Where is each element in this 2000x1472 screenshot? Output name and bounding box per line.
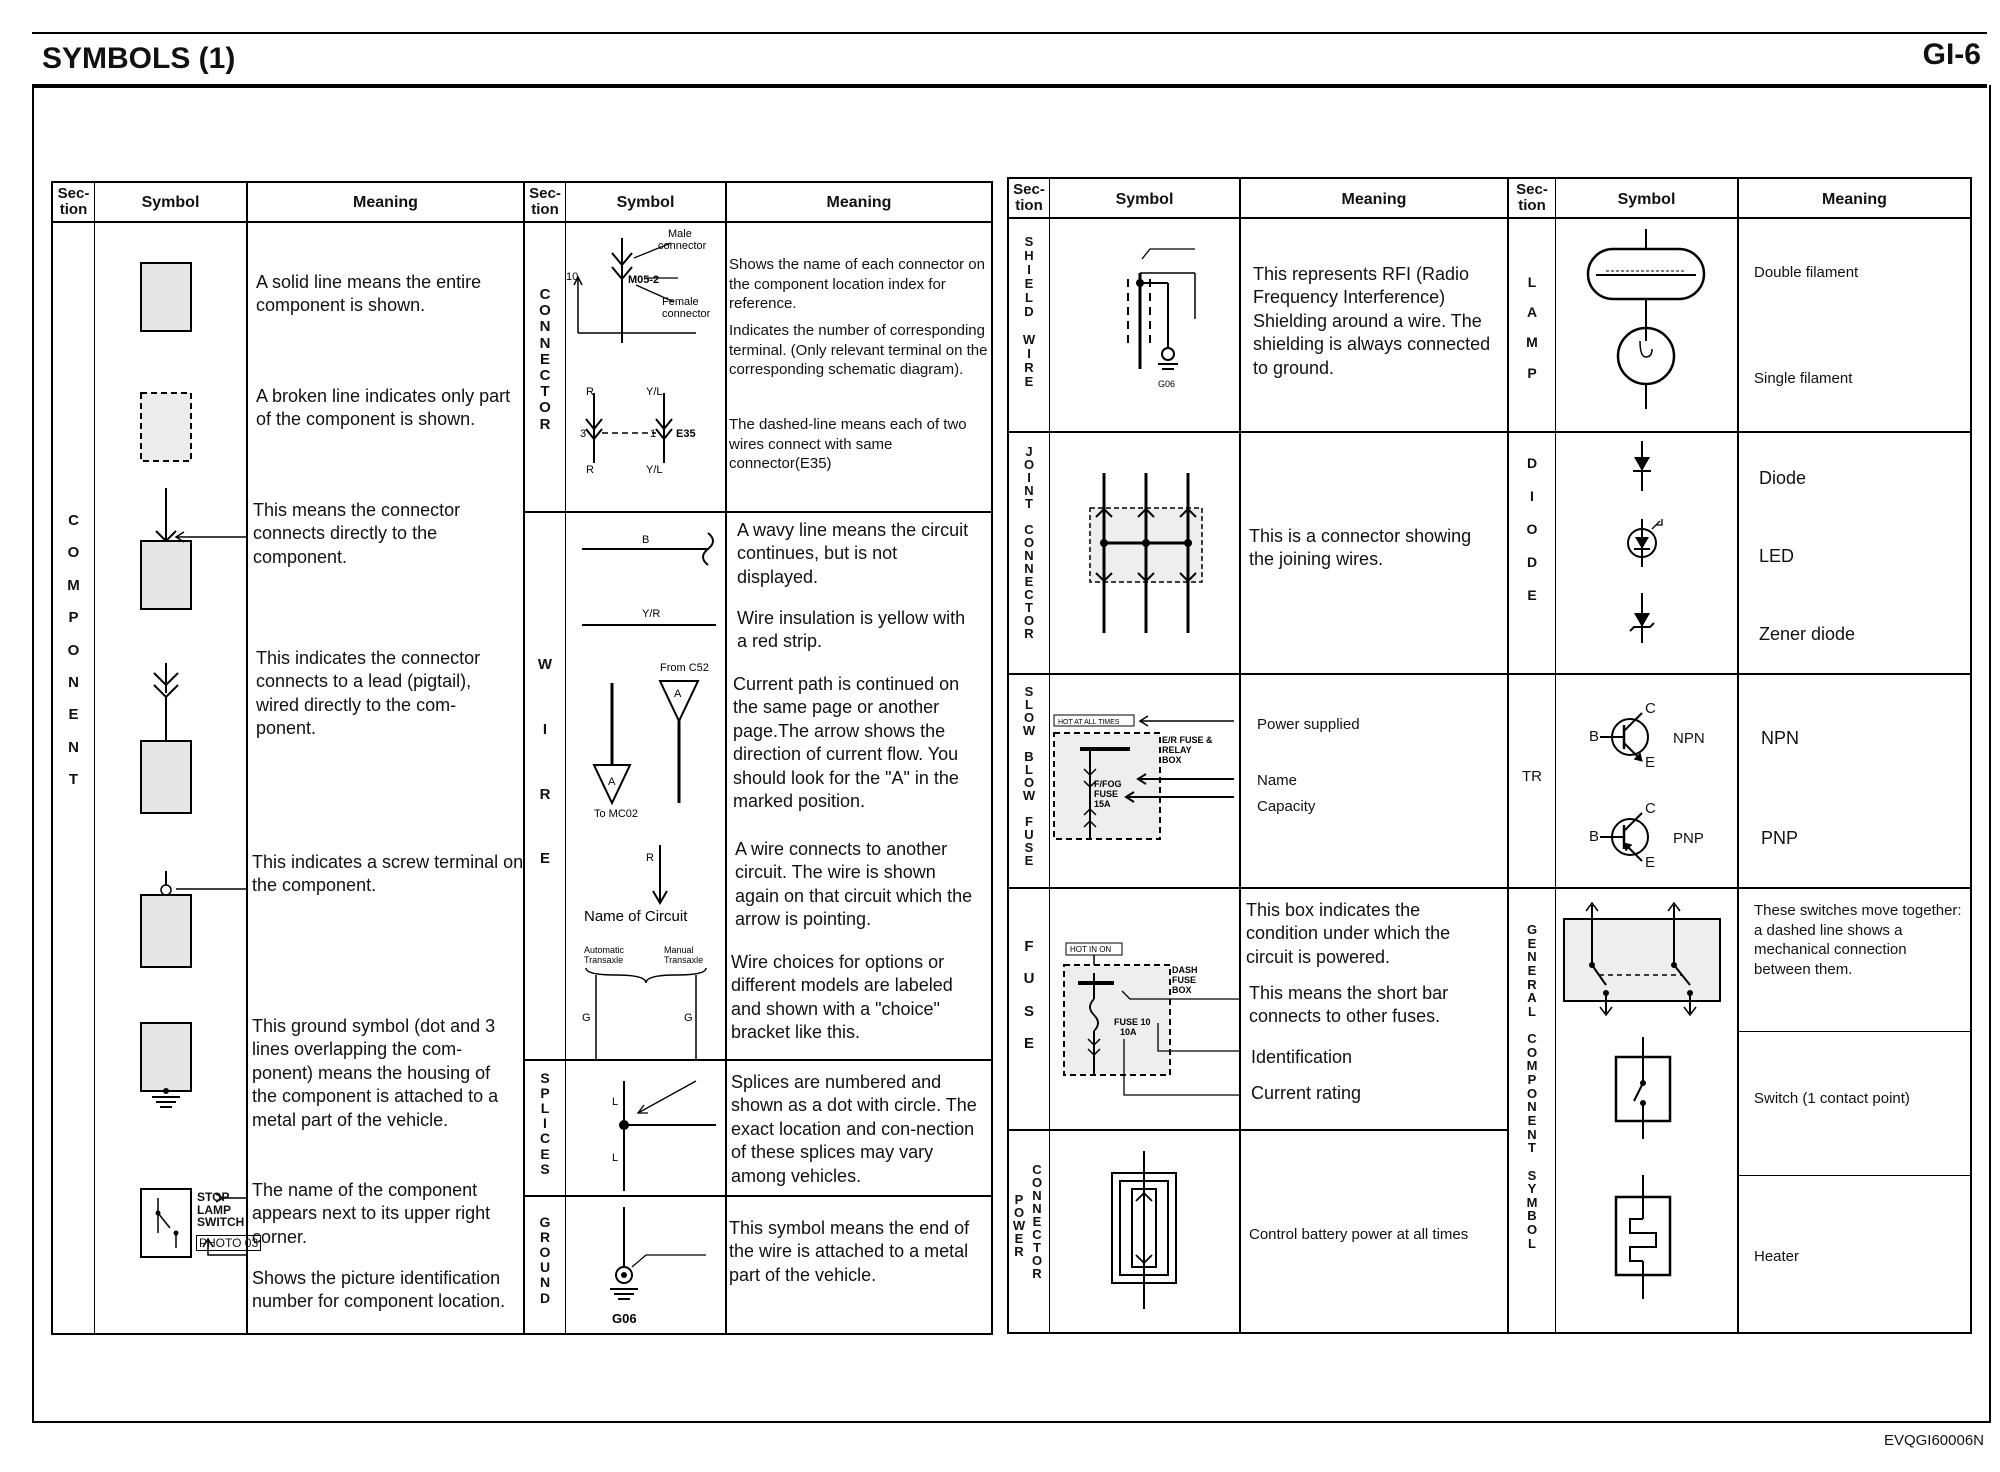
section-ground: G R O U N D xyxy=(539,1214,551,1306)
connector-symbol xyxy=(566,223,726,513)
tr-e-label: E xyxy=(1645,854,1656,871)
svg-text:A: A xyxy=(608,776,616,788)
section-slow-blow-fuse: S L O W B L O W F U S E xyxy=(1022,684,1036,868)
ground-symbol xyxy=(566,1197,726,1333)
fuse-symbol xyxy=(1050,889,1239,1129)
page-number: GI-6 xyxy=(1922,38,1981,71)
svg-text:connector: connector xyxy=(658,240,707,252)
svg-text:Transaxle: Transaxle xyxy=(664,955,704,965)
section-shield-wire: S H I E L D W I R E xyxy=(1022,234,1036,390)
section-connector2: C O N N E C T O R xyxy=(1031,1162,1043,1281)
component-solid-line-symbol xyxy=(98,223,246,1333)
svg-text:BOX: BOX xyxy=(1162,755,1182,765)
left-panel xyxy=(51,181,993,1335)
power-connector-symbol xyxy=(1050,1131,1239,1332)
section-connector: C O N N E C T O R xyxy=(539,286,551,433)
page-title: SYMBOLS (1) xyxy=(42,42,236,75)
col-header-meaning: Meaning xyxy=(1822,191,1887,208)
tr-b-label: B xyxy=(1589,828,1600,845)
wire-symbols xyxy=(566,513,726,1059)
col-header-symbol: Symbol xyxy=(1115,191,1174,208)
joint-connector-meaning: This is a connector showing the joining wires. xyxy=(1249,526,1472,570)
section-general-component-symbol: G E N E R A L C O M P O N E N T S Y M B O L xyxy=(1526,922,1538,1251)
svg-text:FUSE: FUSE xyxy=(1094,789,1119,799)
connector-meaning-2: Indicates the number of corresponding terminal. (Only relevant terminal on the corresponding schematic diagram). xyxy=(729,322,988,378)
splices-meaning: Splices are numbered and shown as a dot with circle. The exact location and con-nection of these splices may vary among vehicles. xyxy=(731,1072,977,1186)
ground-meaning: This symbol means the end of the wire is attached to a metal part of the vehicle. xyxy=(729,1218,970,1285)
svg-text:Y/L: Y/L xyxy=(646,464,663,476)
svg-text:R: R xyxy=(646,852,654,864)
col-header-section: Sec- tion xyxy=(1516,181,1548,214)
lamp-meaning-1: Double filament xyxy=(1754,264,1859,281)
tr-c-label: C xyxy=(1645,800,1656,817)
connector-meaning-3: The dashed-line means each of two wires connect with same connector(E35) xyxy=(729,416,967,472)
lamp-symbols xyxy=(1556,219,1737,431)
col-header-section: Sec- tion xyxy=(57,185,90,218)
svg-text:BOX: BOX xyxy=(1172,985,1192,995)
section-power: P O W E R xyxy=(1012,1192,1026,1259)
lamp-meaning-2: Single filament xyxy=(1754,370,1853,387)
svg-text:Y/L: Y/L xyxy=(646,386,663,398)
splice-symbol xyxy=(566,1061,726,1195)
svg-text:L: L xyxy=(612,1152,619,1164)
page-header xyxy=(32,32,1987,88)
section-tr: TR xyxy=(1522,768,1542,785)
tr-pnp-symbol-label: PNP xyxy=(1673,830,1704,847)
shield-wire-meaning: This represents RFI (Radio Frequency Interference) Shielding around a wire. The shielding is always connected to ground. xyxy=(1253,264,1491,378)
svg-text:L: L xyxy=(612,1096,619,1108)
svg-text:A: A xyxy=(674,688,682,700)
svg-text:RELAY: RELAY xyxy=(1162,745,1192,755)
slow-blow-fuse-symbol xyxy=(1050,675,1239,887)
svg-text:Automatic: Automatic xyxy=(584,945,625,955)
section-wire: W I R E xyxy=(537,656,553,868)
svg-text:FUSE 10: FUSE 10 xyxy=(1114,1017,1151,1027)
component-meaning-3: This means the connector connects directly to the component. xyxy=(253,500,461,567)
component-meaning-5: This indicates a screw terminal on the component. xyxy=(252,852,524,896)
tr-npn-symbol-label: NPN xyxy=(1673,730,1705,747)
section-splices: S P L I C E S xyxy=(539,1070,551,1177)
svg-text:FUSE: FUSE xyxy=(1172,975,1197,985)
general-meaning-1: These switches move together: a dashed line shows a mechanical connection between them. xyxy=(1754,902,1962,978)
svg-text:1: 1 xyxy=(650,428,657,440)
section-diode: D I O D E xyxy=(1526,455,1538,604)
svg-text:Name of Circuit: Name of Circuit xyxy=(584,908,688,925)
svg-text:R: R xyxy=(586,386,594,398)
svg-text:Y/R: Y/R xyxy=(642,608,661,620)
wire-meaning-5: Wire choices for options or different models are labeled and shown with a "choice" bracket like this. xyxy=(731,952,953,1043)
svg-text:G: G xyxy=(582,1012,591,1024)
general-meaning-3: Heater xyxy=(1754,1248,1800,1265)
fuse-meaning-1: This box indicates the condition under which the circuit is powered. xyxy=(1246,900,1451,967)
svg-text:F/FOG: F/FOG xyxy=(1094,779,1122,789)
svg-text:HOT IN ON: HOT IN ON xyxy=(1070,945,1112,954)
svg-text:Transaxle: Transaxle xyxy=(584,955,624,965)
component-photo-label: PHOTO 03 xyxy=(196,1235,261,1251)
component-meaning-8: Shows the picture identification number for component location. xyxy=(252,1268,506,1312)
fuse-meaning-2: This means the short bar connects to other fuses. xyxy=(1249,983,1449,1027)
component-meaning-7: The name of the component appears next to its upper right corner. xyxy=(252,1180,491,1247)
svg-text:G06: G06 xyxy=(612,1311,637,1326)
svg-text:3: 3 xyxy=(580,428,587,440)
diode-meaning-2: LED xyxy=(1759,546,1795,566)
slow-blow-meaning-1: Power supplied xyxy=(1257,716,1360,733)
col-header-symbol: Symbol xyxy=(141,194,200,211)
shield-wire-symbol xyxy=(1050,219,1239,431)
tr-c-label: C xyxy=(1645,700,1656,717)
svg-text:connector: connector xyxy=(662,308,711,320)
svg-text:10A: 10A xyxy=(1120,1027,1137,1037)
col-header-meaning: Meaning xyxy=(1341,191,1407,208)
svg-text:E/R FUSE &: E/R FUSE & xyxy=(1162,735,1213,745)
svg-text:10: 10 xyxy=(566,271,579,283)
tr-meaning-npn: NPN xyxy=(1761,728,1800,748)
wire-meaning-3: Current path is continued on the same page or another page.The arrow shows the direction of current flow. You should look for the "A" in the marked position. xyxy=(733,674,960,811)
svg-text:M05-2: M05-2 xyxy=(628,274,660,286)
col-header-symbol: Symbol xyxy=(616,194,675,211)
svg-text:15A: 15A xyxy=(1094,799,1111,809)
component-meaning-4: This indicates the connector connects to a lead (pigtail), wired directly to the com-ponent. xyxy=(256,648,481,739)
svg-text:B: B xyxy=(642,534,650,546)
section-component: C O M P O N E N T xyxy=(67,512,80,788)
tr-b-label: B xyxy=(1589,728,1600,745)
svg-text:G06: G06 xyxy=(1158,379,1176,389)
general-component-symbols xyxy=(1556,889,1737,1332)
svg-text:Manual: Manual xyxy=(664,945,694,955)
svg-text:HOT AT ALL TIMES: HOT AT ALL TIMES xyxy=(1058,719,1120,726)
wire-meaning-4: A wire connects to another circuit. The wire is shown again on that circuit which the arrow is pointing. xyxy=(735,839,973,930)
joint-connector-symbol xyxy=(1050,433,1239,673)
fuse-meaning-3: Identification xyxy=(1251,1047,1353,1067)
svg-text:R: R xyxy=(586,464,594,476)
svg-text:Female: Female xyxy=(662,296,699,308)
svg-text:G: G xyxy=(684,1012,693,1024)
section-joint-connector: J O I N T C O N N E C T O R xyxy=(1023,444,1035,641)
power-connector-meaning: Control battery power at all times xyxy=(1249,1226,1469,1243)
wire-meaning-1: A wavy line means the circuit continues, but is not displayed. xyxy=(737,520,969,587)
slow-blow-meaning-3: Capacity xyxy=(1257,798,1316,815)
col-header-meaning: Meaning xyxy=(826,194,892,211)
svg-text:DASH: DASH xyxy=(1172,965,1198,975)
svg-text:E35: E35 xyxy=(676,428,696,440)
diode-symbols xyxy=(1556,433,1737,673)
diode-meaning-1: Diode xyxy=(1759,468,1807,488)
svg-text:To MC02: To MC02 xyxy=(594,808,639,820)
connector-meaning-1: Shows the name of each connector on the component location index for reference. xyxy=(729,256,985,312)
tr-meaning-pnp: PNP xyxy=(1761,828,1799,848)
section-fuse: F U S E xyxy=(1023,938,1035,1053)
fuse-meaning-4: Current rating xyxy=(1251,1083,1362,1103)
right-panel xyxy=(1007,177,1972,1334)
svg-text:From C52: From C52 xyxy=(660,662,709,674)
svg-text:Male: Male xyxy=(668,228,692,240)
col-header-section: Sec- tion xyxy=(529,185,561,218)
slow-blow-meaning-2: Name xyxy=(1257,772,1298,789)
general-meaning-2: Switch (1 contact point) xyxy=(1754,1090,1910,1107)
component-stop-label: STOP LAMP SWITCH xyxy=(197,1190,245,1230)
col-header-meaning: Meaning xyxy=(353,194,418,211)
component-meaning-6: This ground symbol (dot and 3 lines overlapping the com-ponent) means the housing of the component is attached to a metal part of the vehicle. xyxy=(252,1016,499,1130)
section-lamp: L A M P xyxy=(1526,274,1538,381)
document-code: EVQGI60006N xyxy=(1883,1432,1984,1449)
diode-meaning-3: Zener diode xyxy=(1759,624,1856,644)
component-meaning-2: A broken line indicates only part of the component is shown. xyxy=(256,386,511,430)
tr-e-label: E xyxy=(1645,754,1656,771)
wire-meaning-2: Wire insulation is yellow with a red strip. xyxy=(737,608,966,652)
col-header-section: Sec- tion xyxy=(1013,181,1045,214)
component-meaning-1: A solid line means the entire component is shown. xyxy=(256,272,482,316)
col-header-symbol: Symbol xyxy=(1617,191,1676,208)
